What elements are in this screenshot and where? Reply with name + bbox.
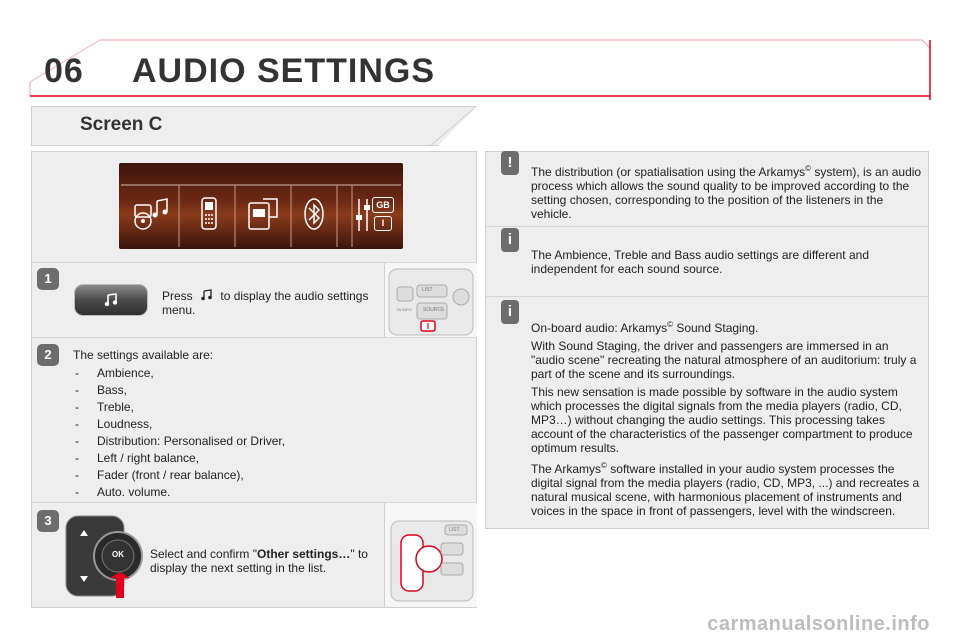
step-3-text-bold: Other settings… <box>256 547 351 561</box>
screen-c-display <box>119 163 403 249</box>
bluetooth-icon[interactable] <box>303 197 325 231</box>
note-paragraph: This new sensation is made possible by software in the audio system which processes the digital signals from the media players (radio, CD, MP3…) without changing the audio settings. This processing takes account of the characteristics of the passenger compartment to produce optimum results. <box>531 385 913 455</box>
info-icon: i <box>501 228 519 252</box>
step-3-badge: 3 <box>37 510 59 532</box>
step-2-badge: 2 <box>37 344 59 366</box>
copyright-mark: © <box>667 320 673 329</box>
note-text: On-board audio: Arkamys <box>531 321 668 335</box>
note-paragraph: With Sound Staging, the driver and passengers are immersed in an "audio scene" recreating the natural atmosphere of an auditorium: truly a part of the scene and its surroundings. <box>531 339 917 381</box>
chapter-number: 06 <box>44 52 84 90</box>
phone-icon[interactable] <box>199 197 219 231</box>
ok-label: OK <box>112 550 124 559</box>
note-1-text <box>531 162 923 225</box>
step-3-text <box>150 547 380 575</box>
control-panel-drawing <box>385 503 477 607</box>
i-tag: I <box>374 216 392 231</box>
step-1-badge: 1 <box>37 268 59 290</box>
list-item: - Ambience, <box>73 366 463 380</box>
step-1-thumbnail <box>384 263 477 337</box>
thumb-ta-info-label: TA INFO <box>396 307 412 312</box>
note-2-text <box>531 248 923 280</box>
note-text: The Arkamys <box>531 462 602 476</box>
note-text: software installed in your audio system processes the digital signal from the media players (radio, CD, MP3, ...) and recreates a natural musical scene, with harmonious placement of instruments and voices in the space in front of passengers, level with the windscreen. <box>531 462 920 518</box>
divider <box>485 226 929 227</box>
thumb-list-label: LIST <box>422 287 433 293</box>
step-1-text <box>162 289 382 317</box>
note-3-text <box>531 318 923 522</box>
control-panel-drawing <box>385 263 477 337</box>
note-text: The distribution (or spatialisation using the Arkamys <box>531 165 806 179</box>
list-item: - Bass, <box>73 383 463 397</box>
step-1-text-before: Press <box>162 289 193 303</box>
list-item: - Distribution: Personalised or Driver, <box>73 434 463 448</box>
thumb-list-label: LIST <box>449 527 460 533</box>
step-1-text-after: to display the audio settings menu. <box>162 289 369 317</box>
note-text: Sound Staging. <box>672 321 759 335</box>
media-icon[interactable] <box>133 197 173 231</box>
list-item: - Treble, <box>73 400 463 414</box>
page-title: AUDIO SETTINGS <box>132 52 436 90</box>
list-item: - Left / right balance, <box>73 451 463 465</box>
note-paragraph <box>531 318 923 335</box>
screen-title-corner <box>430 106 478 147</box>
thumb-source-label: SOURCE <box>423 307 445 313</box>
audio-settings-icon[interactable] <box>355 195 395 235</box>
warning-icon: ! <box>501 151 519 175</box>
sim-card-icon[interactable] <box>247 197 281 231</box>
step-3-text-after: " to display the next setting in the list. <box>150 547 368 575</box>
gb-tag: GB <box>372 197 394 213</box>
note-paragraph <box>531 459 923 518</box>
divider <box>31 337 477 338</box>
ok-control[interactable] <box>64 514 150 598</box>
copyright-mark: © <box>601 461 607 470</box>
list-item: - Auto. volume. <box>73 485 463 499</box>
footer-watermark[interactable]: carmanualsonline.info <box>707 613 930 635</box>
music-note-icon <box>103 292 119 308</box>
note-text: system), is an audio process which allows the sound quality to be improved according to the setting chosen, corresponding to the position of the listeners in the vehicle. <box>531 165 922 221</box>
music-button[interactable] <box>74 284 148 316</box>
step-3-text-before: Select and confirm " <box>150 547 257 561</box>
info-icon: i <box>501 300 519 324</box>
step-2-intro: The settings available are: <box>73 348 214 362</box>
note-paragraph: The Ambience, Treble and Bass audio settings are different and independent for each sound source. <box>531 248 869 276</box>
divider <box>485 296 929 297</box>
list-item: - Fader (front / rear balance), <box>73 468 463 482</box>
step-3-thumbnail <box>384 503 477 607</box>
note-paragraph <box>531 162 923 221</box>
step-2-text <box>73 348 463 502</box>
copyright-mark: © <box>805 164 812 173</box>
list-item: - Loudness, <box>73 417 463 431</box>
screen-title: Screen C <box>80 114 163 135</box>
music-note-icon <box>200 289 213 301</box>
settings-list <box>73 366 463 499</box>
